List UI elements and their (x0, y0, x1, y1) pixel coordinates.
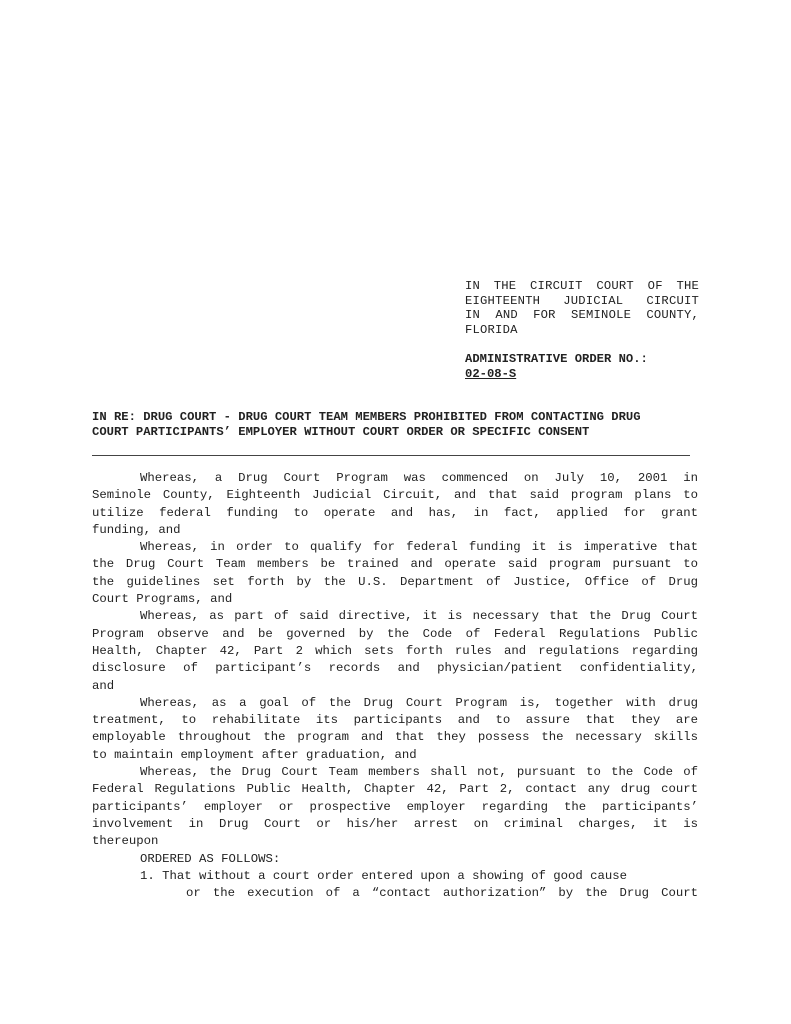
horizontal-rule (92, 455, 690, 456)
order-number: 02-08-S (465, 367, 517, 381)
text-line: Whereas, as a goal of the Drug Court Program is, together with drug (140, 695, 698, 710)
whereas-paragraph-1 (92, 470, 698, 539)
caption-line-2: EIGHTEENTH JUDICIAL CIRCUIT (465, 293, 699, 308)
in-re-heading (92, 410, 702, 439)
court-caption (465, 279, 699, 337)
text-line: utilize federal funding to operate and has, in fact, applied for grant (92, 505, 698, 520)
order-label: ADMINISTRATIVE ORDER NO.: (465, 352, 648, 366)
item-number: 1. (140, 868, 155, 883)
text-line: employable throughout the program and that they possess the necessary skills (92, 730, 698, 745)
text-line: Whereas, in order to qualify for federal funding it is imperative that (140, 540, 698, 555)
whereas-paragraph-4 (92, 695, 698, 764)
whereas-paragraph-2 (92, 539, 698, 608)
in-re-line-1: IN RE: DRUG COURT - DRUG COURT TEAM MEMBERS PROHIBITED FROM CONTACTING DRUG (92, 410, 641, 424)
text-line: to maintain employment after graduation, and (92, 747, 417, 762)
text-line: or the execution of a “contact authorization” by the Drug Court (186, 886, 698, 901)
text-line: Whereas, a Drug Court Program was commenced on July 10, 2001 in (140, 471, 698, 485)
text-line: participants’ employer or prospective employer regarding the participants’ (92, 799, 698, 814)
text-line: Federal Regulations Public Health, Chapter 42, Part 2, contact any drug court (92, 782, 698, 797)
text-line: Whereas, the Drug Court Team members shall not, pursuant to the Code of (140, 765, 698, 780)
text-line: Whereas, as part of said directive, it is necessary that the Drug Court (140, 609, 698, 624)
text-line: the guidelines set forth by the U.S. Department of Justice, Office of Drug (92, 574, 698, 589)
caption-line-1: IN THE CIRCUIT COURT OF THE (465, 279, 699, 293)
caption-line-4: FLORIDA (465, 322, 518, 337)
text-line: Program observe and be governed by the Code of Federal Regulations Public (92, 626, 698, 641)
text-line: Court Programs, and (92, 592, 233, 607)
text-line: Seminole County, Eighteenth Judicial Circuit, and that said program plans to (92, 488, 698, 503)
order-item-1 (92, 868, 698, 903)
ordered-as-follows: ORDERED AS FOLLOWS: (140, 851, 281, 866)
administrative-order-number (465, 352, 705, 382)
whereas-paragraph-3 (92, 608, 698, 694)
order-body (92, 470, 698, 902)
whereas-paragraph-5 (92, 764, 698, 850)
text-line: and (92, 678, 115, 693)
text-line: disclosure of participant’s records and physician/patient confidentiality, (92, 661, 698, 676)
text-line: That without a court order entered upon a showing of good cause (162, 868, 628, 883)
text-line: funding, and (92, 522, 181, 537)
text-line: thereupon (92, 834, 159, 849)
text-line: the Drug Court Team members be trained and operate said program pursuant to (92, 557, 698, 572)
caption-line-3: IN AND FOR SEMINOLE COUNTY, (465, 308, 699, 323)
text-line: treatment, to rehabilitate its participants and to assure that they are (92, 713, 698, 728)
text-line: involvement in Drug Court or his/her arrest on criminal charges, it is (92, 816, 698, 831)
in-re-line-2: COURT PARTICIPANTS’ EMPLOYER WITHOUT COURT ORDER OR SPECIFIC CONSENT (92, 424, 590, 439)
item-first-line (92, 868, 698, 885)
text-line: Health, Chapter 42, Part 2 which sets forth rules and regulations regarding (92, 643, 698, 658)
